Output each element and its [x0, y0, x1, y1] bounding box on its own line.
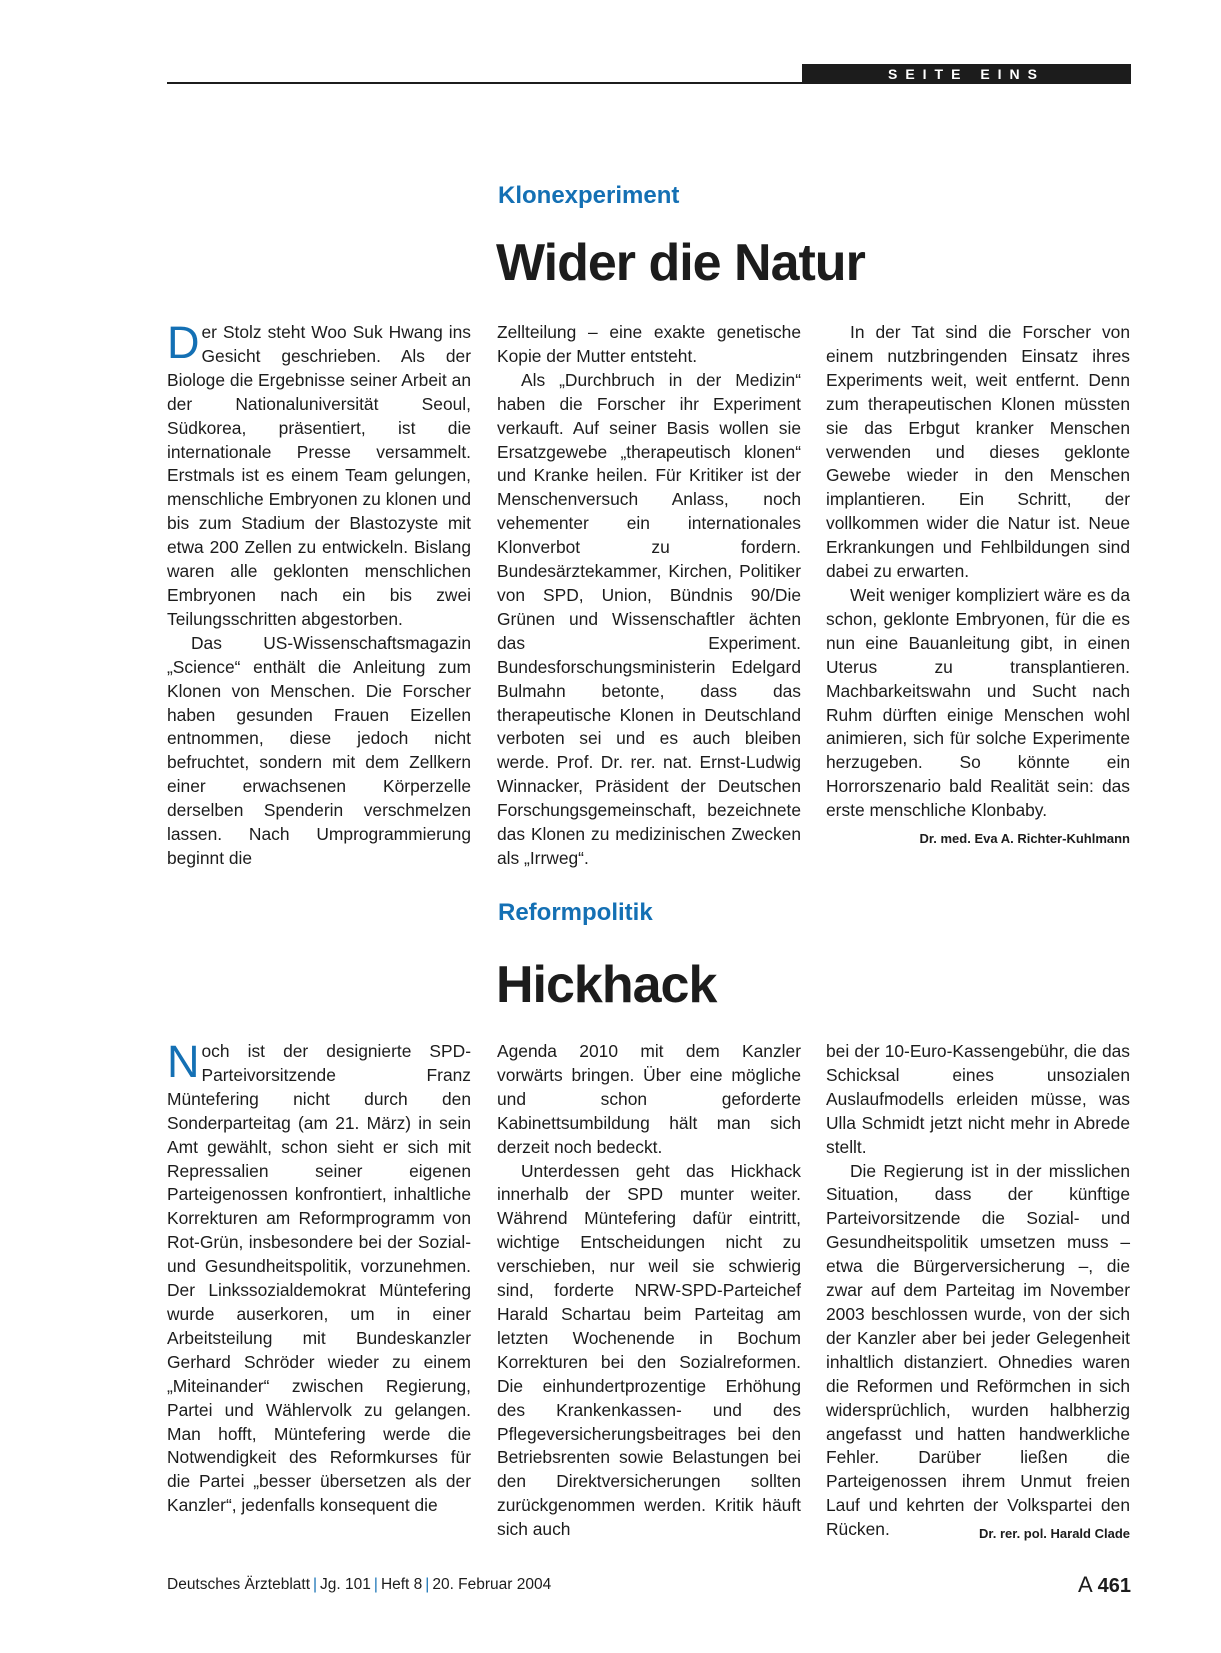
journal-issue: Heft 8	[380, 1576, 423, 1593]
page-number	[1078, 1572, 1131, 1598]
journal-name: Deutsches Ärzteblatt	[167, 1576, 311, 1593]
article1-author: Dr. med. Eva A. Richter-Kuhlmann	[919, 831, 1130, 847]
footer-citation: Deutsches Ärzteblatt | Jg. 101 | Heft 8 | 20. Februar 2004	[167, 1576, 552, 1593]
page-footer	[167, 1574, 1131, 1598]
journal-volume: Jg. 101	[320, 1576, 371, 1593]
article1-column-2	[497, 321, 801, 871]
article2-author: Dr. rer. pol. Harald Clade	[979, 1526, 1130, 1542]
article2-col3-p1: bei der 10-Euro-Kassengebühr, die das Schicksal eines unsozialen Auslaufmodells erleiden müsse, was Ulla Schmidt jetzt nicht mehr in Abrede stellt.	[826, 1041, 1130, 1157]
article1-col2-p1: Zellteilung – eine exakte genetische Kopie der Mutter entsteht.	[497, 322, 801, 366]
drop-cap: D	[167, 317, 200, 368]
section-label: SEITE EINS	[802, 64, 1131, 84]
drop-cap: N	[167, 1036, 200, 1087]
article1-headline: Wider die Natur	[496, 234, 865, 292]
article1-col1-p1: er Stolz steht Woo Suk Hwang ins Gesicht geschrieben. Als der Biologe die Ergebnisse seiner Arbeit an der Nationaluniversität Seoul, Südkorea, präsentiert, ist die internationale Presse versammelt. Erstmals ist es einem Team gelungen, menschliche Embryonen zu klonen und bis zum Stadium der Blastozyste mit etwa 200 Zellen zu entwickeln. Bislang waren alle geklonten menschlichen Embryonen nach ein bis zwei Teilungsschritten abgestorben.	[167, 322, 471, 629]
article1-column-3	[826, 321, 1130, 851]
article1-col1-p2: Das US-Wissenschaftsmagazin „Science“ enthält die Anleitung zum Klonen von Menschen. Die Forscher haben gesunden Frauen Eizellen entnommen, diese jedoch nicht befruchtet, sondern mit dem Zellkern einer erwachsenen Körperzelle derselben Spenderin verschmelzen lassen. Nach Umprogrammierung beginnt die	[167, 632, 471, 868]
article1-col2-p2: Als „Durchbruch in der Medizin“ haben die Forscher ihr Experiment verkauft. Auf seiner Basis wollen sie Ersatzgewebe „therapeutisch klonen“ und Kranke heilen. Für Kritiker ist der Menschenversuch Anlass, noch vehementer ein internationales Klonverbot zu fordern. Bundesärztekammer, Kirchen, Politiker von SPD, Union, Bündnis 90/Die Grünen und Wissenschaftler ächten das Experiment. Bundesforschungsministerin Edelgard Bulmahn betonte, dass das therapeutische Klonen in Deutschland verboten sei und es auch bleiben werde. Prof. Dr. rer. nat. Ernst-Ludwig Winnacker, Präsident der Deutschen Forschungsgemeinschaft, bezeichnete das Klonen zu medizinischen Zwecken als „Irrweg“.	[497, 369, 801, 868]
page-prefix: A	[1078, 1572, 1092, 1597]
article2-kicker: Reformpolitik	[498, 899, 653, 926]
article2-col3-p2: Die Regierung ist in der misslichen Situation, dass der künftige Parteivorsitzende die Sozial- und Gesundheitspolitik umsetzen muss – etwa die Bürgerversicherung –, die zwar auf dem Parteitag im November 2003 beschlossen wurde, von der sich der Kanzler aber bei jeder Gelegenheit inhaltlich distanziert. Ohnedies waren die Reformen und Reförmchen in sich widersprüchlich, wurden halbherzig angefasst und hatten handwerkliche Fehler. Darüber ließen die Parteigenossen ihrem Unmut freien Lauf und kehrten der Volkspartei den Rücken.	[826, 1160, 1130, 1540]
article1-col3-p1: In der Tat sind die Forscher von einem nutzbringenden Einsatz ihres Experiments weit, weit entfernt. Denn zum therapeutischen Klonen müssten sie das Erbgut kranker Menschen verwenden und dieses geklonte Gewebe wieder in den Menschen implantieren. Ein Schritt, der vollkommen wider die Natur ist. Neue Erkrankungen und Fehlbildungen sind dabei zu erwarten.	[826, 322, 1130, 582]
journal-date: 20. Februar 2004	[432, 1576, 552, 1593]
page-number-value: 461	[1097, 1575, 1131, 1597]
article1-kicker: Klonexperiment	[498, 182, 680, 209]
article2-column-1	[167, 1036, 471, 1518]
article2-column-2	[497, 1040, 801, 1542]
article2-headline: Hickhack	[496, 956, 717, 1014]
article1-column-1	[167, 317, 471, 871]
article1-col3-p2: Weit weniger kompliziert wäre es da schon, geklonte Embryonen, für die es nun eine Bauanleitung gibt, in einen Uterus zu transplantieren. Machbarkeitswahn und Sucht nach Ruhm dürften einige Menschen wohl animieren, sich für solche Experimente herzugeben. So könnte ein Horrorszenario bald Realität sein: das erste menschliche Klonbaby.	[826, 584, 1130, 821]
article2-column-3	[826, 1040, 1130, 1546]
article2-col1-p1: och ist der designierte SPD-Parteivorsitzende Franz Müntefering nicht durch den Sonderparteitag (am 21. März) in sein Amt gewählt, schon sieht er sich mit Repressalien seiner eigenen Parteigenossen konfrontiert, inhaltliche Korrekturen am Reformprogramm von Rot-Grün, insbesondere bei der Sozial- und Gesundheitspolitik, vorzunehmen. Der Linkssozialdemokrat Müntefering wurde auserkoren, um in einer Arbeitsteilung mit Bundeskanzler Gerhard Schröder wieder zu einem „Miteinander“ zwischen Regierung, Partei und Wählervolk zu gelangen. Man hofft, Müntefering werde die Notwendigkeit des Reformkurses für die Partei „besser übersetzen als der Kanzler“, jedenfalls konsequent die	[167, 1041, 471, 1516]
article2-col2-p1: Agenda 2010 mit dem Kanzler vorwärts bringen. Über eine mögliche und schon geforderte Kabinettsumbildung hält man sich derzeit noch bedeckt.	[497, 1041, 801, 1157]
article2-col2-p2: Unterdessen geht das Hickhack innerhalb der SPD munter weiter. Während Müntefering dafür eintritt, wichtige Entscheidungen nicht zu verschieben, nur weil sie schwierig sind, forderte NRW-SPD-Parteichef Harald Schartau beim Parteitag am letzten Wochenende in Bochum Korrekturen bei den Sozialreformen. Die einhundertprozentige Erhöhung des Krankenkassen- und des Pflegeversicherungsbeitrages bei den Betriebsrenten sowie Belastungen bei den Direktversicherungen sollten zurückgenommen werden. Kritik häuft sich auch	[497, 1160, 801, 1540]
